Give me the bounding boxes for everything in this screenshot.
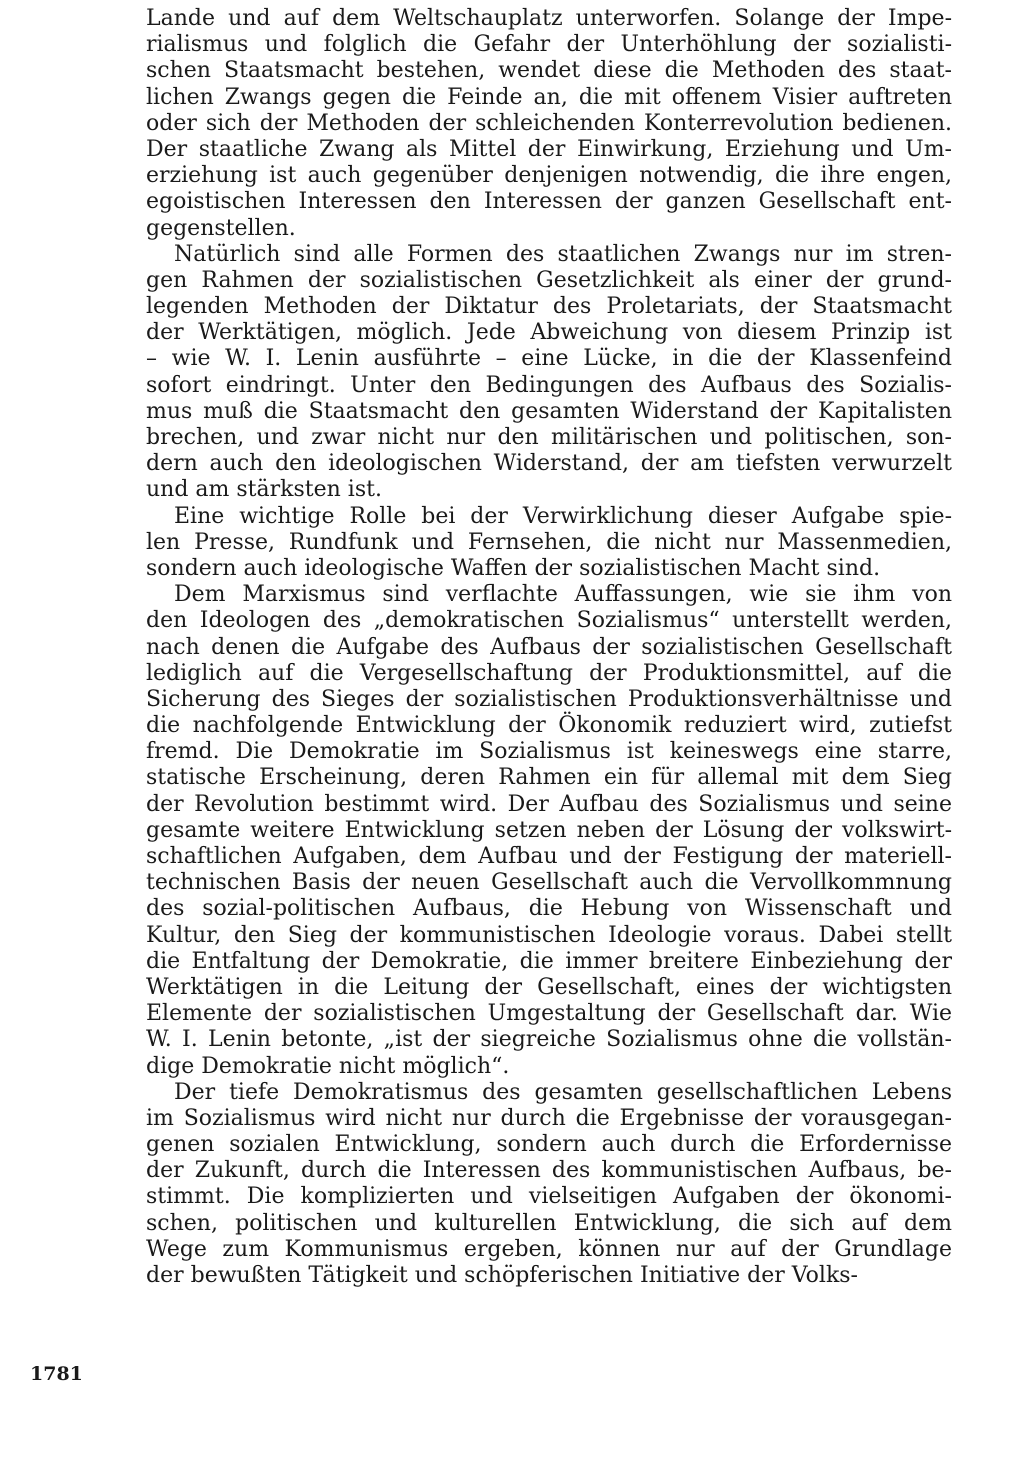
text-line: len Presse, Rundfunk und Fernsehen, die nicht nur Massenmedien,	[146, 529, 952, 555]
paragraph	[146, 242, 952, 504]
text-line: Sicherung des Sieges der sozialistischen Produktionsverhältnisse und	[146, 686, 952, 712]
text-line: gegenstellen.	[146, 215, 296, 241]
text-line: genen sozialen Entwicklung, sondern auch durch die Erfordernisse	[146, 1132, 952, 1158]
text-line: Der staatliche Zwang als Mittel der Einwirkung, Erziehung und Um-	[146, 136, 952, 162]
text-line: statische Erscheinung, deren Rahmen ein für allemal mit dem Sieg	[146, 765, 952, 791]
text-line: egoistischen Interessen den Interessen der ganzen Gesellschaft ent-	[146, 189, 952, 215]
text-line: im Sozialismus wird nicht nur durch die Ergebnisse der vorausgegan-	[146, 1105, 952, 1131]
text-line: des sozial-politischen Aufbaus, die Hebung von Wissenschaft und	[146, 896, 952, 922]
text-line: – wie W. I. Lenin ausführte – eine Lücke, in die der Klassenfeind	[146, 346, 952, 372]
text-line: W. I. Lenin betonte, „ist der siegreiche Sozialismus ohne die vollstän-	[146, 1027, 952, 1053]
text-line: der Werktätigen, möglich. Jede Abweichung von diesem Prinzip ist	[146, 320, 952, 346]
text-line: Elemente der sozialistischen Umgestaltung der Gesellschaft dar. Wie	[146, 1001, 952, 1027]
text-line: dige Demokratie nicht möglich“.	[146, 1053, 510, 1079]
text-line: erziehung ist auch gegenüber denjenigen notwendig, die ihre engen,	[146, 163, 952, 189]
text-line: Natürlich sind alle Formen des staatlichen Zwangs nur im stren-	[174, 241, 952, 267]
text-line: oder sich der Methoden der schleichenden Konterrevolution bedienen.	[146, 110, 952, 136]
body-text	[146, 6, 952, 1289]
text-line: der bewußten Tätigkeit und schöpferischen Initiative der Volks-	[146, 1263, 858, 1288]
text-line: schaftlichen Aufgaben, dem Aufbau und der Festigung der materiell-	[146, 844, 952, 869]
text-line: Wege zum Kommunismus ergeben, können nur auf der Grundlage	[146, 1236, 952, 1262]
paragraph	[146, 1080, 952, 1290]
text-line: technischen Basis der neuen Gesellschaft auch die Vervollkommnung	[146, 870, 952, 896]
text-line: der Zukunft, durch die Interessen des kommunistischen Aufbaus, be-	[146, 1158, 952, 1184]
text-line: Werktätigen in die Leitung der Gesellschaft, eines der wichtigsten	[146, 974, 952, 1000]
text-line: nach denen die Aufgabe des Aufbaus der sozialistischen Gesellschaft	[146, 634, 952, 660]
text-line: der Revolution bestimmt wird. Der Aufbau des Sozialismus und seine	[146, 791, 952, 817]
text-line: gen Rahmen der sozialistischen Gesetzlichkeit als einer der grund-	[146, 267, 952, 293]
text-line: den Ideologen des „demokratischen Sozialismus“ unterstellt werden,	[146, 608, 952, 634]
text-line: lichen Zwangs gegen die Feinde an, die mit offenem Visier auftreten	[146, 84, 952, 110]
paragraph	[146, 504, 952, 583]
text-line: sondern auch ideologische Waffen der sozialistischen Macht sind.	[146, 555, 881, 581]
text-line: Eine wichtige Rolle bei der Verwirklichung dieser Aufgabe spie-	[174, 503, 952, 529]
text-line: legenden Methoden der Diktatur des Proletariats, der Staatsmacht	[146, 294, 952, 320]
text-line: die Entfaltung der Demokratie, die immer breitere Einbeziehung der	[146, 948, 952, 974]
text-line: Lande und auf dem Weltschauplatz unterworfen. Solange der Impe-	[146, 6, 952, 31]
text-line: mus muß die Staatsmacht den gesamten Widerstand der Kapitalisten	[146, 398, 952, 424]
text-line: und am stärksten ist.	[146, 477, 382, 503]
text-line: Der tiefe Demokratismus des gesamten gesellschaftlichen Lebens	[174, 1079, 952, 1105]
text-line: sofort eindringt. Unter den Bedingungen des Aufbaus des Sozialis-	[146, 372, 952, 398]
text-line: rialismus und folglich die Gefahr der Unterhöhlung der sozialisti-	[146, 32, 952, 58]
text-line: Kultur, den Sieg der kommunistischen Ideologie voraus. Dabei stellt	[146, 922, 952, 948]
text-line: schen, politischen und kulturellen Entwicklung, die sich auf dem	[146, 1210, 952, 1236]
text-line: die nachfolgende Entwicklung der Ökonomik reduziert wird, zutiefst	[146, 713, 952, 739]
text-line: stimmt. Die komplizierten und vielseitigen Aufgaben der ökonomi-	[146, 1184, 952, 1210]
text-line: brechen, und zwar nicht nur den militärischen und politischen, son-	[146, 425, 952, 450]
text-line: Dem Marxismus sind verflachte Auffassungen, wie sie ihm von	[174, 582, 952, 608]
text-line: dern auch den ideologischen Widerstand, der am tiefsten verwurzelt	[146, 451, 952, 477]
page-number: 1781	[30, 1363, 83, 1385]
paragraph	[146, 582, 952, 1080]
text-line: fremd. Die Demokratie im Sozialismus ist keineswegs eine starre,	[146, 739, 952, 765]
paragraph	[146, 6, 952, 242]
text-line: schen Staatsmacht bestehen, wendet diese die Methoden des staat-	[146, 58, 952, 84]
text-line: lediglich auf die Vergesellschaftung der Produktionsmittel, auf die	[146, 660, 952, 686]
text-line: gesamte weitere Entwicklung setzen neben der Lösung der volkswirt-	[146, 817, 952, 843]
